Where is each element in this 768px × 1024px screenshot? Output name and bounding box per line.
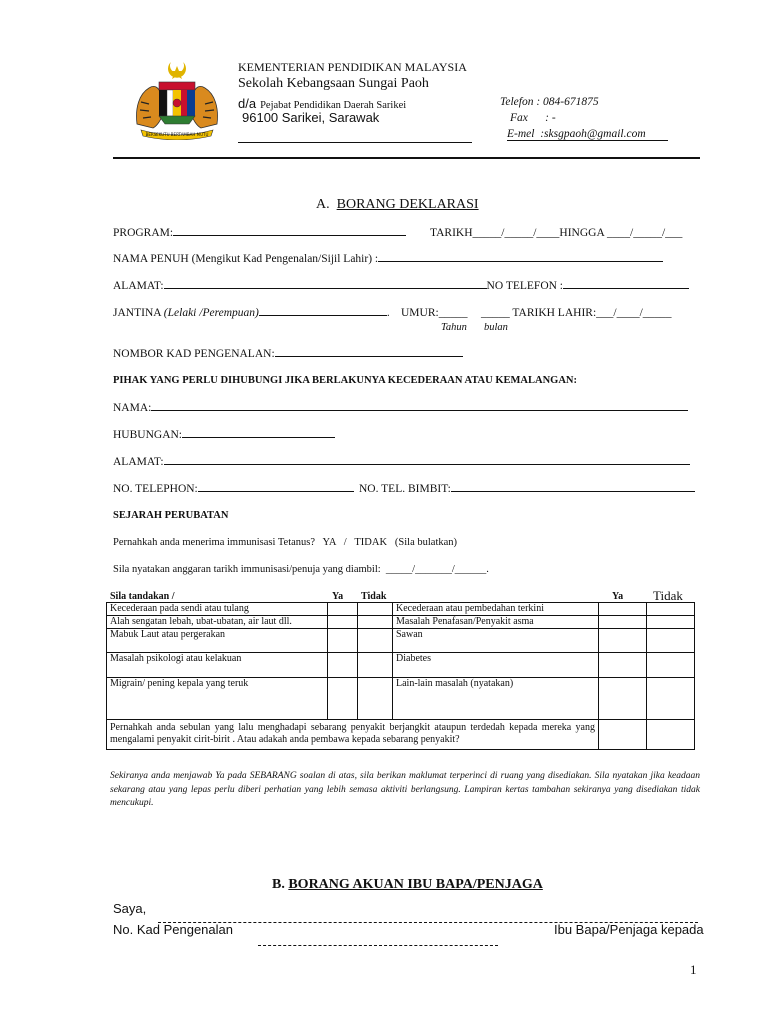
address-line-2: 96100 Sarikei, Sarawak [242, 110, 380, 125]
phone-line[interactable] [563, 287, 689, 289]
condition-label: Lain-lain masalah (nyatakan) [393, 678, 599, 720]
condition-label: Kecederaan atau pembedahan terkini [393, 603, 599, 616]
gender-label: JANTINA [113, 307, 161, 319]
yes-checkbox[interactable] [599, 720, 647, 750]
emblem-motto: BERSEKUTU BERTAMBAH MUTU [145, 132, 209, 137]
ic-label: No. Kad Pengenalan [113, 922, 233, 937]
yes-checkbox[interactable] [599, 653, 647, 678]
yes-column-header-right: Ya [612, 591, 624, 602]
no-checkbox[interactable] [647, 720, 695, 750]
contact-name-field[interactable] [113, 402, 688, 414]
no-checkbox[interactable] [358, 678, 393, 720]
address-office: Pejabat Pendidikan Daerah Sarikei [260, 100, 407, 111]
program-label: PROGRAM: [113, 227, 174, 239]
full-name-label: NAMA PENUH (Mengikut Kad Pengenalan/Sijil Lahir) : [113, 253, 379, 265]
header-divider [113, 157, 700, 159]
no-checkbox[interactable] [647, 603, 695, 616]
section-b-title [272, 877, 543, 893]
full-name-line[interactable] [378, 260, 663, 262]
condition-label: Alah sengatan lebah, ubat-ubatan, air laut dll. [107, 616, 328, 629]
contact-phone-line[interactable] [198, 490, 354, 492]
mobile-phone-label: NO. TEL. BIMBIT: [359, 483, 451, 495]
condition-label: Diabetes [393, 653, 599, 678]
contact-phone-field[interactable] [113, 483, 354, 495]
medical-history-heading: SEJARAH PERUBATAN [113, 510, 229, 521]
medical-conditions-table [106, 602, 695, 750]
yes-checkbox[interactable] [599, 629, 647, 653]
yes-checkbox[interactable] [328, 653, 358, 678]
no-checkbox[interactable] [647, 653, 695, 678]
condition-label: Sawan [393, 629, 599, 653]
no-checkbox[interactable] [358, 616, 393, 629]
ic-number-line[interactable] [275, 355, 463, 357]
yes-checkbox[interactable] [599, 603, 647, 616]
no-checkbox[interactable] [358, 603, 393, 616]
section-b-heading: BORANG AKUAN IBU BAPA/PENJAGA [288, 877, 543, 892]
yes-checkbox[interactable] [328, 678, 358, 720]
program-field[interactable] [113, 227, 406, 239]
relationship-field[interactable] [113, 429, 335, 441]
immunisation-date-question[interactable]: Sila nyatakan anggaran tarikh immunisasi/penuja yang diambil: _____/_______/______. [113, 564, 489, 575]
yes-checkbox[interactable] [328, 603, 358, 616]
condition-label: Masalah Penafasan/Penyakit asma [393, 616, 599, 629]
relationship-label: HUBUNGAN: [113, 429, 182, 441]
gender-options: (Lelaki /Perempuan) [163, 307, 259, 319]
yes-checkbox[interactable] [328, 616, 358, 629]
address-line[interactable] [164, 287, 487, 289]
address-underline [238, 142, 472, 143]
address-prefix: d/a [238, 96, 257, 111]
yes-checkbox[interactable] [599, 616, 647, 629]
guardian-of-label: Ibu Bapa/Penjaga kepada [554, 922, 704, 937]
condition-label: Kecederaan pada sendi atau tulang [107, 603, 328, 616]
no-checkbox[interactable] [358, 629, 393, 653]
ministry-name: KEMENTERIAN PENDIDIKAN MALAYSIA [238, 60, 467, 74]
birth-date-field[interactable]: _____ TARIKH LAHIR:___/____/_____ [481, 307, 672, 319]
date-range-field[interactable]: TARIKH_____/_____/____HINGGA ____/_____/___ [430, 227, 683, 239]
emergency-contact-heading: PIHAK YANG PERLU DIHUBUNGI JIKA BERLAKUNYA KECEDERAAN ATAU KEMALANGAN: [113, 375, 577, 386]
yes-checkbox[interactable] [328, 629, 358, 653]
contact-address-line[interactable] [164, 463, 690, 465]
contact-address-label: ALAMAT: [113, 456, 164, 468]
gender-line[interactable] [259, 314, 387, 316]
no-checkbox[interactable] [647, 616, 695, 629]
tetanus-question[interactable]: Pernahkah anda menerima immunisasi Tetanus? YA / TIDAK (Sila bulatkan) [113, 537, 458, 548]
infection-question: Pernahkah anda sebulan yang lalu menghadapi sebarang penyakit berjangkit ataupun terdedah kepada mereka yang mengalami penyakit cirit-birit . Atau adakah anda pembawa kepada sebarang penyakit? [107, 720, 599, 750]
phone-number: Telefon : 084-671875 [500, 96, 599, 108]
contact-phone-label: NO. TELEPHON: [113, 483, 198, 495]
table-row [107, 720, 695, 750]
contact-address-field[interactable] [113, 456, 690, 468]
section-a-title [316, 197, 479, 213]
page-number: 1 [690, 962, 697, 977]
no-checkbox[interactable] [647, 678, 695, 720]
malaysia-coat-of-arms-icon [131, 58, 223, 140]
relationship-line[interactable] [182, 436, 335, 438]
saya-label: Saya, [113, 901, 147, 916]
condition-label: Mabuk Laut atau pergerakan [107, 629, 328, 653]
table-row [107, 603, 695, 616]
section-b-prefix: B. [272, 877, 285, 892]
address-label: ALAMAT: [113, 280, 164, 292]
contact-name-line[interactable] [151, 409, 688, 411]
full-name-field[interactable] [113, 253, 663, 265]
section-a-prefix: A. [316, 197, 330, 212]
no-column-header-left: Tidak [361, 591, 387, 602]
school-name: Sekolah Kebangsaan Sungai Paoh [238, 76, 429, 91]
program-line[interactable] [173, 234, 406, 236]
additional-info-note: Sekiranya anda menjawab Ya pada SEBARANG soalan di atas, sila berikan maklumat terperinci di ruang yang disediakan. Sila nyatakan jika keadaan sekarang atau yang lepas perlu diberi perhatian yang lebih semasa aktiviti berlangsung. Lampiran kertas tambahan sekiranya yang disediakan tidak mencukupi. [110, 771, 700, 808]
tick-instruction: Sila tandakan / [110, 591, 175, 602]
no-checkbox[interactable] [647, 629, 695, 653]
phone-label: NO TELEFON : [486, 280, 563, 292]
mobile-phone-field[interactable] [359, 483, 695, 495]
table-row [107, 616, 695, 629]
table-row [107, 629, 695, 653]
months-caption: bulan [484, 322, 508, 333]
yes-checkbox[interactable] [599, 678, 647, 720]
table-row [107, 653, 695, 678]
no-column-header-right: Tidak [653, 588, 683, 603]
section-a-heading: BORANG DEKLARASI [336, 197, 479, 212]
ic-number-field[interactable] [113, 348, 463, 360]
fax-number: Fax : - [510, 112, 556, 124]
years-caption: Tahun [441, 322, 467, 333]
mobile-phone-line[interactable] [451, 490, 695, 492]
condition-label: Migrain/ pening kepala yang teruk [107, 678, 328, 720]
address-field[interactable] [113, 280, 689, 292]
contact-name-label: NAMA: [113, 402, 152, 414]
email-address: E-mel :sksgpaoh@gmail.com [507, 128, 668, 141]
table-row [107, 678, 695, 720]
age-field[interactable]: UMUR:_____ [401, 307, 468, 319]
gender-field[interactable]: JANTINA (Lelaki /Perempuan) . [113, 307, 390, 319]
no-checkbox[interactable] [358, 653, 393, 678]
coat-of-arms-emblem [131, 58, 223, 140]
ic-declaration-line[interactable] [258, 933, 498, 951]
yes-column-header-left: Ya [332, 591, 344, 602]
condition-label: Masalah psikologi atau kelakuan [107, 653, 328, 678]
ic-number-label: NOMBOR KAD PENGENALAN: [113, 348, 275, 360]
